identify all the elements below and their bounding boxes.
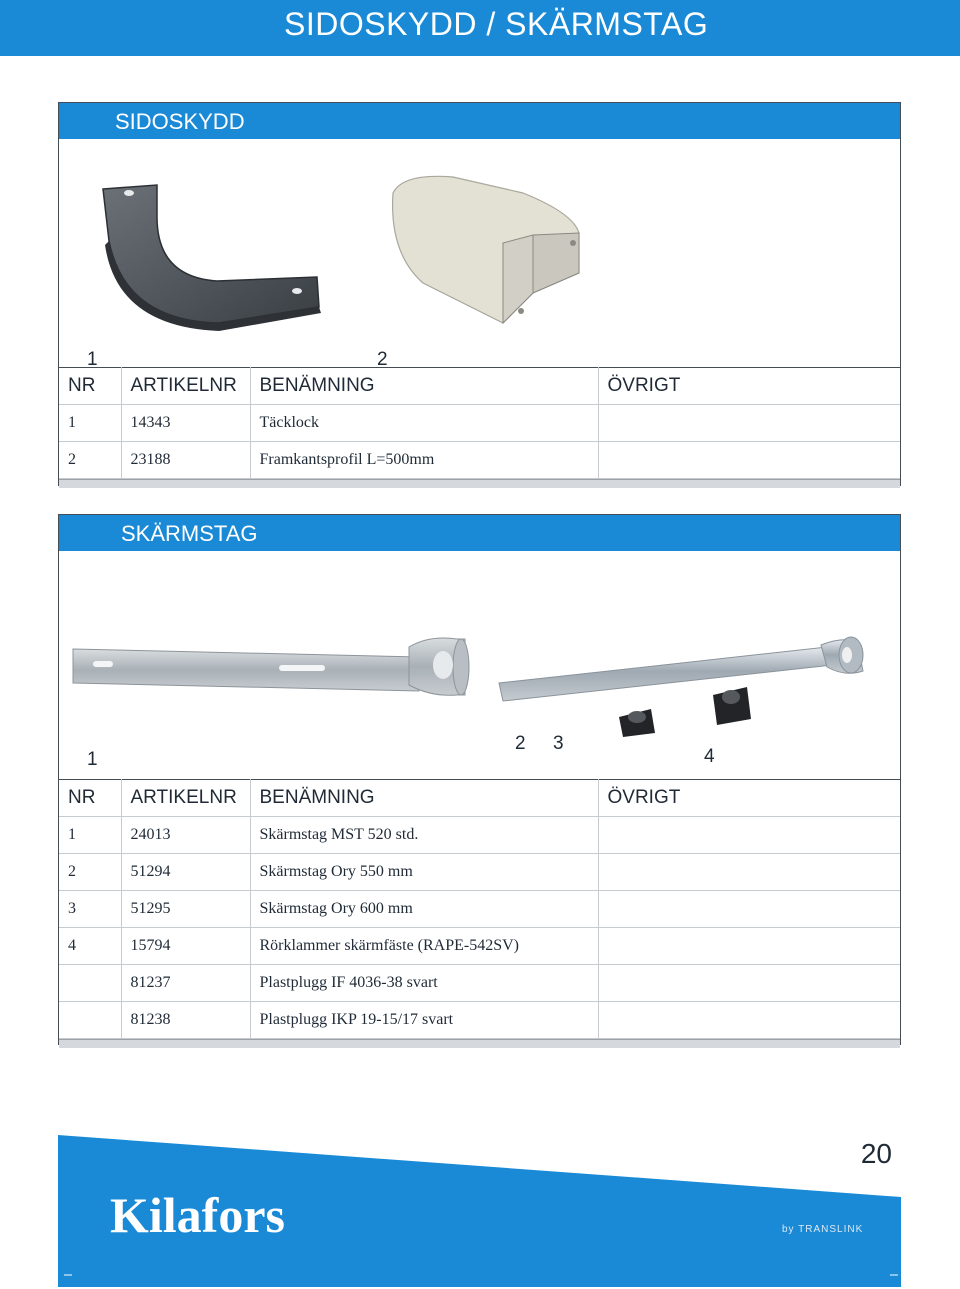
callout-4: 4 xyxy=(704,746,715,767)
cell-artikelnr: 15794 xyxy=(121,928,250,965)
pipe-clamp-image xyxy=(619,687,751,737)
cell-ovrigt xyxy=(598,405,900,442)
col-benamning: BENÄMNING xyxy=(250,368,598,405)
table-row xyxy=(59,928,900,965)
cell-nr: 1 xyxy=(59,817,121,854)
table-header-row xyxy=(59,780,900,817)
table-bottom-rule xyxy=(59,479,900,488)
col-artikelnr: ARTIKELNR xyxy=(121,368,250,405)
cell-benamning: Täcklock xyxy=(250,405,598,442)
cell-ovrigt xyxy=(598,1002,900,1039)
fender-stay-mst-image xyxy=(69,635,479,715)
page-title: SIDOSKYDD / SKÄRMSTAG xyxy=(284,6,709,42)
cell-ovrigt xyxy=(598,928,900,965)
col-ovrigt: ÖVRIGT xyxy=(598,780,900,817)
col-artikelnr: ARTIKELNR xyxy=(121,780,250,817)
skarmstag-heading-text: SKÄRMSTAG xyxy=(121,521,258,546)
col-ovrigt: ÖVRIGT xyxy=(598,368,900,405)
kilafors-logo: Kilafors xyxy=(110,1187,285,1243)
front-edge-profile-image xyxy=(383,173,593,333)
col-nr: NR xyxy=(59,780,121,817)
sidoskydd-images xyxy=(59,139,900,370)
cell-ovrigt xyxy=(598,854,900,891)
cell-nr: 1 xyxy=(59,405,121,442)
cell-benamning: Skärmstag Ory 550 mm xyxy=(250,854,598,891)
footer-brand-band xyxy=(58,1135,901,1287)
cell-nr: 2 xyxy=(59,854,121,891)
callout-1: 1 xyxy=(87,349,98,370)
cell-nr xyxy=(59,965,121,1002)
skarmstag-images xyxy=(59,551,900,779)
cell-ovrigt xyxy=(598,965,900,1002)
cell-nr: 3 xyxy=(59,891,121,928)
cell-benamning: Skärmstag Ory 600 mm xyxy=(250,891,598,928)
table-row xyxy=(59,1002,900,1039)
sidoskydd-heading-text: SIDOSKYDD xyxy=(115,109,245,134)
col-nr: NR xyxy=(59,368,121,405)
skarmstag-table xyxy=(59,779,900,1039)
cell-artikelnr: 51295 xyxy=(121,891,250,928)
table-row xyxy=(59,442,900,479)
sidoskydd-heading xyxy=(59,103,900,139)
table-row xyxy=(59,854,900,891)
fender-stay-ory-image xyxy=(495,617,875,737)
skarmstag-heading xyxy=(59,515,900,551)
cell-artikelnr: 81237 xyxy=(121,965,250,1002)
col-benamning: BENÄMNING xyxy=(250,780,598,817)
cell-artikelnr: 23188 xyxy=(121,442,250,479)
cell-artikelnr: 14343 xyxy=(121,405,250,442)
cell-artikelnr: 81238 xyxy=(121,1002,250,1039)
sidoskydd-section xyxy=(58,102,901,486)
cell-artikelnr: 51294 xyxy=(121,854,250,891)
table-header-row xyxy=(59,368,900,405)
sidoskydd-table xyxy=(59,367,900,479)
title-bar xyxy=(0,0,960,56)
table-row xyxy=(59,965,900,1002)
cell-nr: 4 xyxy=(59,928,121,965)
translink-tagline: by TRANSLINK xyxy=(782,1224,864,1235)
callout-2: 2 xyxy=(515,733,526,754)
callout-2: 2 xyxy=(377,349,388,370)
table-row xyxy=(59,891,900,928)
table-bottom-rule xyxy=(59,1039,900,1048)
skarmstag-section xyxy=(58,514,901,1045)
callout-3: 3 xyxy=(553,733,564,754)
cover-cap-image xyxy=(95,181,335,341)
cell-benamning: Skärmstag MST 520 std. xyxy=(250,817,598,854)
page-number: 20 xyxy=(860,1138,892,1169)
cell-benamning: Plastplugg IF 4036-38 svart xyxy=(250,965,598,1002)
cell-ovrigt xyxy=(598,891,900,928)
cell-benamning: Plastplugg IKP 19-15/17 svart xyxy=(250,1002,598,1039)
cell-artikelnr: 24013 xyxy=(121,817,250,854)
cell-nr: 2 xyxy=(59,442,121,479)
cell-benamning: Rörklammer skärmfäste (RAPE-542SV) xyxy=(250,928,598,965)
callout-1: 1 xyxy=(87,749,98,770)
cell-benamning: Framkantsprofil L=500mm xyxy=(250,442,598,479)
table-row xyxy=(59,405,900,442)
cell-nr xyxy=(59,1002,121,1039)
table-row xyxy=(59,817,900,854)
cell-ovrigt xyxy=(598,442,900,479)
cell-ovrigt xyxy=(598,817,900,854)
